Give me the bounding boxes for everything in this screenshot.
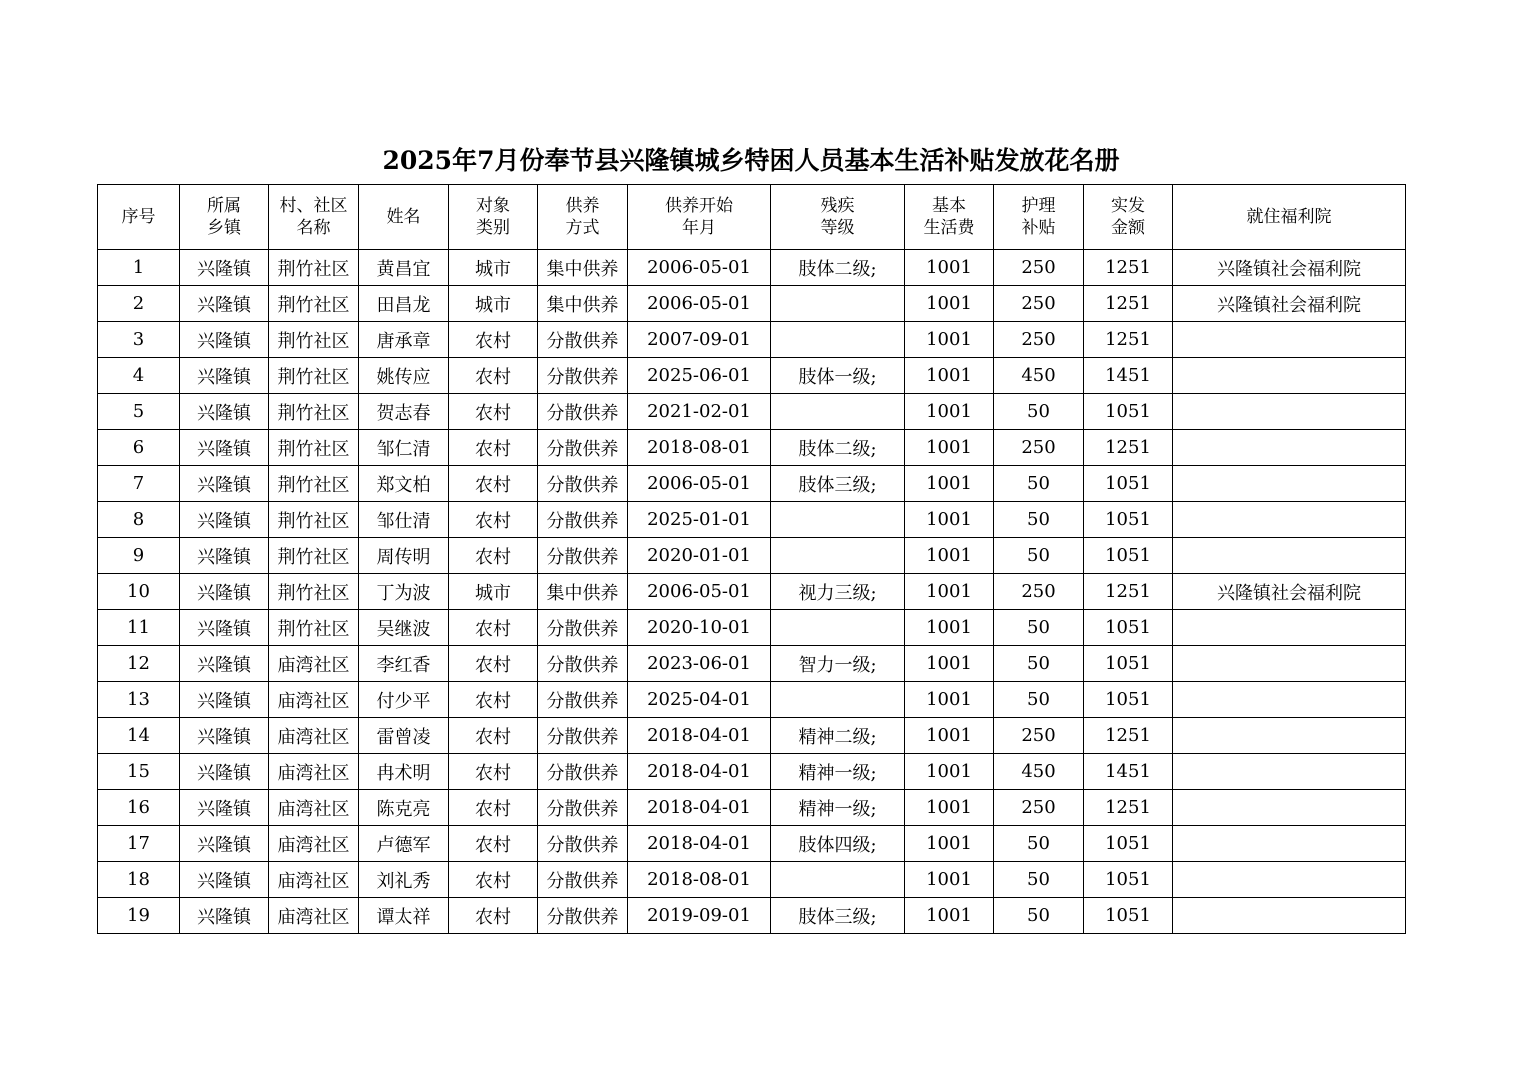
cell-township: 兴隆镇 [180,826,269,862]
cell-nursing-subsidy: 50 [994,394,1084,430]
table-row [98,502,1406,538]
cell-name: 李红香 [359,646,449,682]
cell-actual-amount: 1051 [1084,502,1173,538]
cell-basic-living: 1001 [905,898,994,934]
cell-actual-amount: 1251 [1084,430,1173,466]
cell-support-mode: 分散供养 [538,322,628,358]
header-line-2: 生活费 [923,218,975,238]
cell-disability-level: 肢体二级; [771,250,905,286]
table-row [98,430,1406,466]
cell-category: 农村 [449,430,538,466]
cell-category: 农村 [449,322,538,358]
cell-serial: 3 [98,322,180,358]
cell-welfare-home [1173,502,1406,538]
header-serial [98,185,180,250]
header-line-2: 年月 [682,218,716,238]
cell-township: 兴隆镇 [180,502,269,538]
cell-disability-level: 智力一级; [771,646,905,682]
cell-basic-living: 1001 [905,574,994,610]
cell-nursing-subsidy: 50 [994,826,1084,862]
header-line-1: 供养 [565,196,600,216]
cell-start-date: 2025-04-01 [628,682,771,718]
cell-serial: 10 [98,574,180,610]
cell-serial: 9 [98,538,180,574]
cell-support-mode: 分散供养 [538,646,628,682]
cell-start-date: 2020-01-01 [628,538,771,574]
cell-start-date: 2007-09-01 [628,322,771,358]
header-start-date [628,185,771,250]
cell-name: 姚传应 [359,358,449,394]
cell-welfare-home [1173,358,1406,394]
cell-actual-amount: 1451 [1084,358,1173,394]
cell-disability-level [771,682,905,718]
header-line-1: 序号 [121,207,156,227]
table-row [98,610,1406,646]
cell-category: 农村 [449,826,538,862]
cell-disability-level [771,394,905,430]
table-row [98,394,1406,430]
cell-start-date: 2006-05-01 [628,250,771,286]
cell-name: 谭太祥 [359,898,449,934]
cell-actual-amount: 1051 [1084,394,1173,430]
cell-support-mode: 分散供养 [538,826,628,862]
cell-community: 庙湾社区 [269,790,359,826]
cell-category: 农村 [449,394,538,430]
cell-support-mode: 分散供养 [538,790,628,826]
table-row [98,862,1406,898]
cell-township: 兴隆镇 [180,358,269,394]
cell-nursing-subsidy: 250 [994,250,1084,286]
cell-nursing-subsidy: 50 [994,898,1084,934]
cell-serial: 8 [98,502,180,538]
cell-support-mode: 分散供养 [538,862,628,898]
cell-welfare-home [1173,898,1406,934]
cell-disability-level: 精神一级; [771,790,905,826]
cell-serial: 2 [98,286,180,322]
cell-serial: 14 [98,718,180,754]
cell-township: 兴隆镇 [180,286,269,322]
cell-nursing-subsidy: 50 [994,646,1084,682]
cell-basic-living: 1001 [905,790,994,826]
cell-welfare-home: 兴隆镇社会福利院 [1173,286,1406,322]
cell-name: 雷曾凌 [359,718,449,754]
cell-serial: 15 [98,754,180,790]
cell-welfare-home [1173,790,1406,826]
header-line-2: 方式 [565,218,600,238]
table-body [98,250,1406,934]
cell-category: 农村 [449,646,538,682]
cell-actual-amount: 1251 [1084,718,1173,754]
cell-name: 邹仁清 [359,430,449,466]
table-row [98,538,1406,574]
table-row [98,754,1406,790]
header-township [180,185,269,250]
cell-actual-amount: 1051 [1084,682,1173,718]
cell-start-date: 2018-08-01 [628,862,771,898]
cell-category: 农村 [449,682,538,718]
cell-basic-living: 1001 [905,718,994,754]
cell-welfare-home [1173,646,1406,682]
header-line-2: 乡镇 [207,218,241,238]
header-line-1: 村、社区 [279,196,348,216]
cell-support-mode: 分散供养 [538,430,628,466]
cell-actual-amount: 1051 [1084,898,1173,934]
header-line-1: 对象 [476,196,510,216]
cell-community: 庙湾社区 [269,862,359,898]
cell-community: 庙湾社区 [269,718,359,754]
cell-township: 兴隆镇 [180,718,269,754]
cell-community: 荆竹社区 [269,574,359,610]
cell-basic-living: 1001 [905,862,994,898]
header-line-2: 金额 [1111,218,1145,238]
cell-basic-living: 1001 [905,754,994,790]
cell-support-mode: 分散供养 [538,718,628,754]
cell-category: 农村 [449,790,538,826]
cell-start-date: 2018-04-01 [628,718,771,754]
cell-township: 兴隆镇 [180,898,269,934]
cell-disability-level [771,862,905,898]
cell-start-date: 2006-05-01 [628,286,771,322]
cell-category: 农村 [449,466,538,502]
header-line-1: 供养开始 [665,196,733,216]
cell-support-mode: 集中供养 [538,574,628,610]
roster-table [97,184,1406,934]
cell-actual-amount: 1251 [1084,322,1173,358]
header-line-2: 补贴 [1021,218,1056,238]
cell-serial: 17 [98,826,180,862]
cell-community: 庙湾社区 [269,898,359,934]
table-row [98,466,1406,502]
cell-name: 周传明 [359,538,449,574]
cell-nursing-subsidy: 50 [994,682,1084,718]
cell-disability-level: 视力三级; [771,574,905,610]
header-line-1: 实发 [1111,196,1145,216]
cell-serial: 16 [98,790,180,826]
cell-serial: 19 [98,898,180,934]
cell-basic-living: 1001 [905,286,994,322]
cell-category: 农村 [449,502,538,538]
cell-disability-level: 肢体一级; [771,358,905,394]
header-disability-level [771,185,905,250]
cell-start-date: 2018-08-01 [628,430,771,466]
cell-name: 邹仕清 [359,502,449,538]
cell-township: 兴隆镇 [180,790,269,826]
cell-actual-amount: 1051 [1084,826,1173,862]
cell-township: 兴隆镇 [180,574,269,610]
cell-community: 庙湾社区 [269,826,359,862]
cell-basic-living: 1001 [905,430,994,466]
table-header-row [98,185,1406,250]
cell-nursing-subsidy: 50 [994,502,1084,538]
cell-serial: 13 [98,682,180,718]
cell-community: 荆竹社区 [269,286,359,322]
cell-welfare-home: 兴隆镇社会福利院 [1173,574,1406,610]
cell-name: 贺志春 [359,394,449,430]
cell-basic-living: 1001 [905,358,994,394]
cell-township: 兴隆镇 [180,322,269,358]
cell-community: 荆竹社区 [269,322,359,358]
cell-name: 丁为波 [359,574,449,610]
table-row [98,286,1406,322]
cell-welfare-home [1173,610,1406,646]
cell-township: 兴隆镇 [180,682,269,718]
cell-nursing-subsidy: 50 [994,466,1084,502]
cell-actual-amount: 1251 [1084,250,1173,286]
cell-nursing-subsidy: 50 [994,862,1084,898]
cell-support-mode: 分散供养 [538,610,628,646]
cell-welfare-home [1173,826,1406,862]
cell-nursing-subsidy: 250 [994,718,1084,754]
cell-start-date: 2023-06-01 [628,646,771,682]
cell-serial: 6 [98,430,180,466]
header-basic-living [905,185,994,250]
cell-disability-level: 肢体三级; [771,466,905,502]
header-line-2: 等级 [820,218,855,238]
cell-welfare-home [1173,538,1406,574]
page-title: 2025年7月份奉节县兴隆镇城乡特困人员基本生活补贴发放花名册 [382,146,1120,175]
cell-name: 唐承章 [359,322,449,358]
header-line-1: 姓名 [386,207,421,227]
cell-township: 兴隆镇 [180,430,269,466]
cell-support-mode: 集中供养 [538,286,628,322]
cell-township: 兴隆镇 [180,466,269,502]
cell-start-date: 2025-01-01 [628,502,771,538]
cell-basic-living: 1001 [905,466,994,502]
table-row [98,718,1406,754]
header-nursing-subsidy [994,185,1084,250]
table-row [98,826,1406,862]
cell-disability-level: 精神二级; [771,718,905,754]
cell-township: 兴隆镇 [180,646,269,682]
table-row [98,646,1406,682]
cell-category: 农村 [449,862,538,898]
cell-serial: 4 [98,358,180,394]
cell-name: 付少平 [359,682,449,718]
cell-disability-level: 肢体二级; [771,430,905,466]
cell-basic-living: 1001 [905,394,994,430]
cell-disability-level [771,286,905,322]
cell-start-date: 2019-09-01 [628,898,771,934]
cell-community: 庙湾社区 [269,646,359,682]
cell-welfare-home [1173,322,1406,358]
header-line-1: 基本 [932,196,966,216]
cell-nursing-subsidy: 250 [994,790,1084,826]
cell-support-mode: 集中供养 [538,250,628,286]
table-row [98,790,1406,826]
cell-support-mode: 分散供养 [538,502,628,538]
cell-basic-living: 1001 [905,322,994,358]
cell-start-date: 2018-04-01 [628,790,771,826]
cell-community: 荆竹社区 [269,538,359,574]
cell-township: 兴隆镇 [180,250,269,286]
cell-support-mode: 分散供养 [538,682,628,718]
cell-community: 荆竹社区 [269,430,359,466]
header-community [269,185,359,250]
cell-welfare-home: 兴隆镇社会福利院 [1173,250,1406,286]
cell-start-date: 2021-02-01 [628,394,771,430]
cell-category: 农村 [449,898,538,934]
cell-community: 荆竹社区 [269,250,359,286]
cell-welfare-home [1173,754,1406,790]
table-row [98,682,1406,718]
cell-welfare-home [1173,430,1406,466]
cell-nursing-subsidy: 250 [994,574,1084,610]
cell-category: 农村 [449,538,538,574]
header-welfare-home [1173,185,1406,250]
header-line-1: 就住福利院 [1246,207,1332,227]
cell-community: 荆竹社区 [269,502,359,538]
cell-township: 兴隆镇 [180,754,269,790]
cell-actual-amount: 1051 [1084,610,1173,646]
cell-disability-level [771,322,905,358]
cell-serial: 1 [98,250,180,286]
cell-serial: 11 [98,610,180,646]
cell-support-mode: 分散供养 [538,394,628,430]
table-row [98,322,1406,358]
cell-name: 黄昌宜 [359,250,449,286]
cell-basic-living: 1001 [905,502,994,538]
cell-basic-living: 1001 [905,682,994,718]
cell-nursing-subsidy: 450 [994,358,1084,394]
cell-welfare-home [1173,394,1406,430]
cell-serial: 18 [98,862,180,898]
cell-start-date: 2020-10-01 [628,610,771,646]
cell-township: 兴隆镇 [180,610,269,646]
cell-name: 刘礼秀 [359,862,449,898]
cell-actual-amount: 1051 [1084,646,1173,682]
cell-actual-amount: 1051 [1084,466,1173,502]
cell-serial: 12 [98,646,180,682]
cell-community: 荆竹社区 [269,394,359,430]
cell-township: 兴隆镇 [180,538,269,574]
cell-disability-level [771,610,905,646]
cell-nursing-subsidy: 250 [994,322,1084,358]
header-name [359,185,449,250]
cell-support-mode: 分散供养 [538,898,628,934]
cell-community: 庙湾社区 [269,754,359,790]
cell-disability-level: 肢体三级; [771,898,905,934]
cell-disability-level: 精神一级; [771,754,905,790]
cell-start-date: 2006-05-01 [628,466,771,502]
cell-start-date: 2018-04-01 [628,826,771,862]
table-row [98,898,1406,934]
cell-basic-living: 1001 [905,646,994,682]
cell-nursing-subsidy: 50 [994,610,1084,646]
cell-serial: 7 [98,466,180,502]
cell-start-date: 2018-04-01 [628,754,771,790]
cell-township: 兴隆镇 [180,862,269,898]
cell-community: 荆竹社区 [269,358,359,394]
cell-welfare-home [1173,466,1406,502]
cell-disability-level: 肢体四级; [771,826,905,862]
cell-category: 城市 [449,250,538,286]
cell-name: 卢德军 [359,826,449,862]
table-row [98,574,1406,610]
cell-disability-level [771,502,905,538]
cell-disability-level [771,538,905,574]
cell-actual-amount: 1251 [1084,574,1173,610]
cell-actual-amount: 1051 [1084,862,1173,898]
cell-welfare-home [1173,682,1406,718]
cell-actual-amount: 1051 [1084,538,1173,574]
cell-community: 荆竹社区 [269,466,359,502]
cell-name: 吴继波 [359,610,449,646]
table-row [98,250,1406,286]
cell-start-date: 2025-06-01 [628,358,771,394]
cell-basic-living: 1001 [905,610,994,646]
cell-category: 城市 [449,574,538,610]
cell-category: 农村 [449,754,538,790]
cell-township: 兴隆镇 [180,394,269,430]
header-line-1: 护理 [1021,196,1056,216]
cell-nursing-subsidy: 250 [994,430,1084,466]
cell-community: 荆竹社区 [269,610,359,646]
cell-actual-amount: 1451 [1084,754,1173,790]
cell-category: 城市 [449,286,538,322]
cell-category: 农村 [449,358,538,394]
cell-category: 农村 [449,610,538,646]
header-support-mode [538,185,628,250]
cell-actual-amount: 1251 [1084,790,1173,826]
cell-nursing-subsidy: 50 [994,538,1084,574]
cell-start-date: 2006-05-01 [628,574,771,610]
header-line-1: 残疾 [820,196,855,216]
cell-actual-amount: 1251 [1084,286,1173,322]
cell-community: 庙湾社区 [269,682,359,718]
header-actual-amount [1084,185,1173,250]
cell-basic-living: 1001 [905,250,994,286]
cell-support-mode: 分散供养 [538,358,628,394]
cell-support-mode: 分散供养 [538,754,628,790]
cell-basic-living: 1001 [905,538,994,574]
cell-name: 冉术明 [359,754,449,790]
cell-name: 陈克亮 [359,790,449,826]
cell-category: 农村 [449,718,538,754]
cell-name: 田昌龙 [359,286,449,322]
table-row [98,358,1406,394]
cell-support-mode: 分散供养 [538,538,628,574]
header-line-1: 所属 [207,196,241,216]
cell-welfare-home [1173,862,1406,898]
header-line-2: 类别 [476,218,510,238]
cell-name: 郑文柏 [359,466,449,502]
cell-support-mode: 分散供养 [538,466,628,502]
cell-nursing-subsidy: 450 [994,754,1084,790]
cell-nursing-subsidy: 250 [994,286,1084,322]
cell-welfare-home [1173,718,1406,754]
header-line-2: 名称 [296,218,331,238]
cell-basic-living: 1001 [905,826,994,862]
cell-serial: 5 [98,394,180,430]
header-category [449,185,538,250]
